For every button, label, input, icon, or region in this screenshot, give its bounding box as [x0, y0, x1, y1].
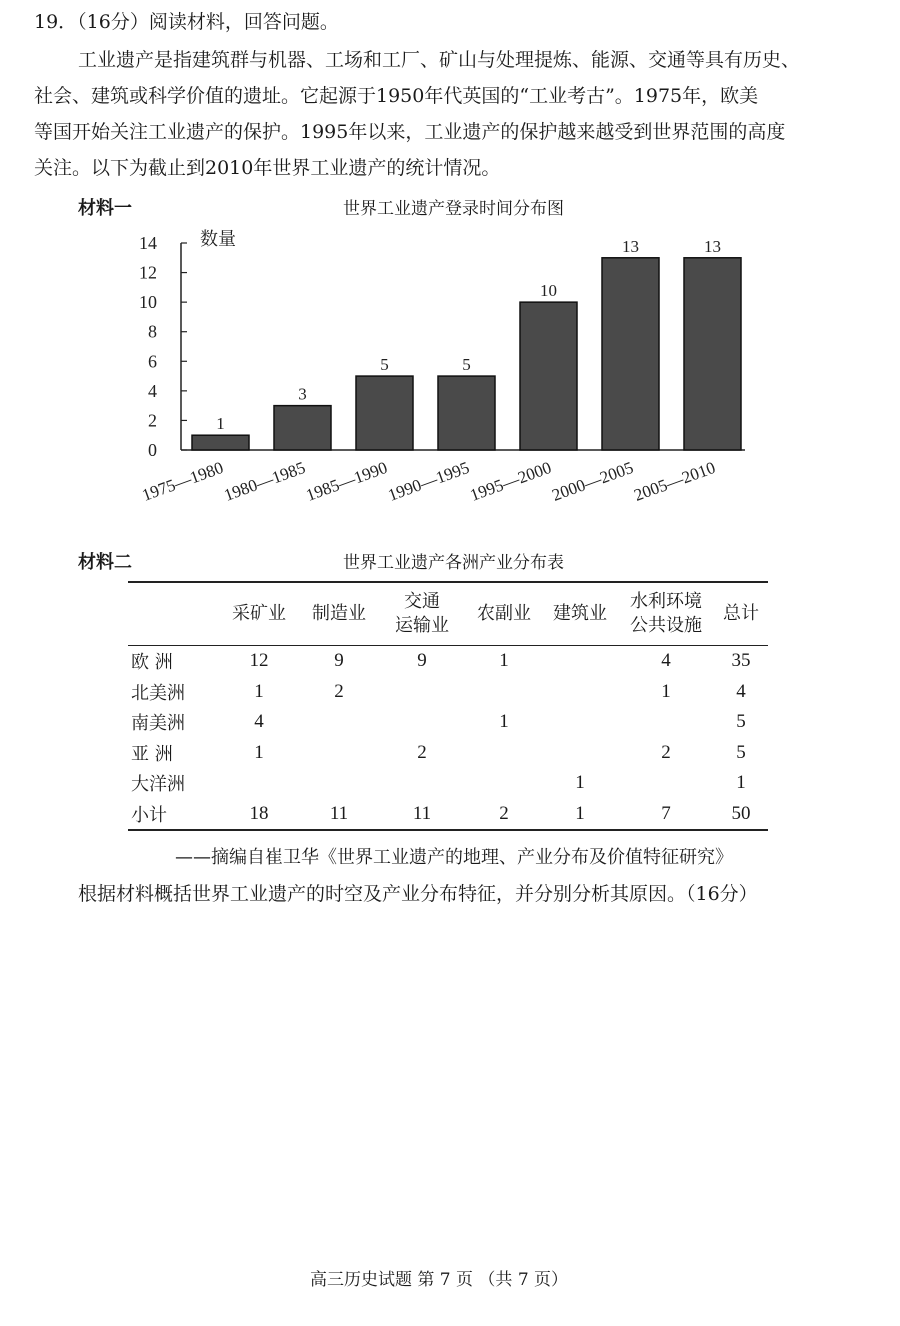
- paragraph-line-1: 工业遗产是指建筑群与机器、工场和工厂、矿山与处理提炼、能源、交通等具有历史、: [78, 49, 801, 71]
- value-cell: 18: [249, 802, 269, 824]
- value-cell: 2: [499, 802, 509, 824]
- value-cell: 9: [334, 650, 344, 672]
- y-tick-label: 14: [139, 233, 157, 253]
- region-cell: 北美洲: [131, 682, 185, 704]
- table-row: [128, 677, 768, 708]
- header-transport: 交通 运输业: [395, 591, 449, 636]
- paragraph-line-2: 社会、建筑或科学价值的遗址。它起源于1950年代英国的“工业考古”。1975年，欧美: [34, 85, 759, 107]
- value-cell: [466, 677, 542, 708]
- header-agriculture: 农副业: [477, 603, 531, 624]
- x-tick-label: 1980—1985: [221, 457, 308, 505]
- value-cell: 2: [417, 741, 427, 763]
- value-cell: [378, 707, 466, 738]
- data-label: 3: [298, 384, 307, 404]
- bar: [684, 258, 741, 450]
- source-citation: ——摘编自崔卫华《世界工业遗产的地理、产业分布及价值特征研究》: [175, 847, 733, 868]
- value-cell: 4: [254, 711, 264, 733]
- x-tick-label: 1975—1980: [139, 457, 226, 505]
- data-label: 5: [462, 355, 471, 375]
- value-cell: 35: [731, 650, 751, 672]
- bar: [274, 406, 331, 450]
- value-cell: 50: [731, 802, 751, 824]
- x-tick-label: 1990—1995: [385, 457, 472, 505]
- header-manufacturing: 制造业: [312, 603, 366, 624]
- region-cell: 小计: [131, 804, 167, 826]
- paragraph-line-3: 等国开始关注工业遗产的保护。1995年以来，工业遗产的保护越来越受到世界范围的高度: [34, 121, 786, 143]
- region-cell: 南美洲: [131, 713, 185, 735]
- value-cell: 1: [499, 650, 509, 672]
- material2-label: 材料二: [78, 552, 132, 573]
- value-cell: [378, 768, 466, 799]
- value-cell: 1: [499, 711, 509, 733]
- table-row: [128, 707, 768, 738]
- value-cell: [542, 677, 618, 708]
- chart-title: 世界工业遗产登录时间分布图: [343, 199, 564, 219]
- value-cell: 2: [334, 680, 344, 702]
- value-cell: [542, 738, 618, 769]
- y-tick-label: 4: [148, 380, 157, 401]
- region-cell: 亚 洲: [131, 743, 173, 765]
- value-cell: [542, 707, 618, 738]
- table-body: [128, 646, 768, 831]
- value-cell: 2: [661, 741, 671, 763]
- material1-label: 材料一: [78, 198, 132, 219]
- value-cell: 1: [254, 741, 264, 763]
- header-construction: 建筑业: [553, 603, 607, 624]
- y-axis-label: 数量: [200, 229, 236, 250]
- value-cell: [300, 738, 378, 769]
- value-cell: [218, 768, 300, 799]
- bar: [438, 376, 495, 450]
- data-label: 10: [540, 281, 557, 301]
- bar-chart: [0, 220, 900, 530]
- y-tick-label: 2: [148, 410, 157, 431]
- data-label: 13: [704, 236, 721, 256]
- value-cell: 12: [249, 650, 269, 672]
- x-tick-label: 1995—2000: [467, 457, 554, 505]
- table-row: [128, 799, 768, 831]
- value-cell: 1: [575, 802, 585, 824]
- header-blank: [128, 582, 218, 646]
- value-cell: 4: [661, 650, 671, 672]
- y-tick-label: 0: [148, 440, 157, 460]
- value-cell: [542, 646, 618, 677]
- question-header: 19．（16分）阅读材料，回答问题。: [34, 11, 339, 33]
- value-cell: 7: [661, 802, 671, 824]
- table-row: [128, 738, 768, 769]
- value-cell: 11: [412, 802, 432, 824]
- value-cell: 4: [736, 680, 746, 702]
- y-tick-label: 10: [139, 292, 157, 313]
- value-cell: 1: [736, 772, 746, 794]
- x-tick-label: 1985—1990: [303, 457, 390, 505]
- header-mining: 采矿业: [232, 603, 286, 624]
- value-cell: [618, 768, 714, 799]
- bar: [520, 302, 577, 450]
- industry-distribution-table: [128, 581, 768, 831]
- value-cell: [300, 707, 378, 738]
- region-cell: 欧 洲: [131, 652, 173, 674]
- header-water-public: 水利环境 公共设施: [630, 591, 702, 636]
- value-cell: [466, 738, 542, 769]
- y-tick-label: 8: [148, 321, 157, 342]
- value-cell: [300, 768, 378, 799]
- value-cell: [378, 677, 466, 708]
- region-cell: 大洋洲: [131, 774, 185, 796]
- bar: [356, 376, 413, 450]
- table-row: [128, 768, 768, 799]
- value-cell: 11: [329, 802, 349, 824]
- page-footer: 高三历史试题 第 7 页 （共 7 页）: [310, 1270, 569, 1290]
- value-cell: 5: [736, 711, 746, 733]
- paragraph-line-4: 关注。以下为截止到2010年世界工业遗产的统计情况。: [34, 157, 501, 179]
- data-label: 5: [380, 355, 389, 375]
- table-title: 世界工业遗产各洲产业分布表: [343, 553, 564, 573]
- value-cell: [618, 707, 714, 738]
- table-row: [128, 646, 768, 677]
- value-cell: [466, 768, 542, 799]
- y-tick-label: 12: [139, 262, 157, 283]
- data-label: 1: [216, 414, 225, 434]
- value-cell: 5: [736, 741, 746, 763]
- y-tick-label: 6: [148, 351, 157, 372]
- question-prompt: 根据材料概括世界工业遗产的时空及产业分布特征，并分别分析其原因。（16分）: [78, 883, 758, 905]
- table-header: [128, 582, 768, 646]
- bar: [602, 258, 659, 450]
- value-cell: 1: [575, 772, 585, 794]
- data-label: 13: [622, 236, 639, 256]
- value-cell: 9: [417, 650, 427, 672]
- value-cell: 1: [661, 680, 671, 702]
- x-tick-label: 2000—2005: [549, 457, 636, 505]
- value-cell: 1: [254, 680, 264, 702]
- x-tick-label: 2005—2010: [631, 457, 718, 505]
- header-total: 总计: [723, 603, 759, 624]
- table-header-row: [128, 582, 768, 646]
- bar: [192, 435, 249, 450]
